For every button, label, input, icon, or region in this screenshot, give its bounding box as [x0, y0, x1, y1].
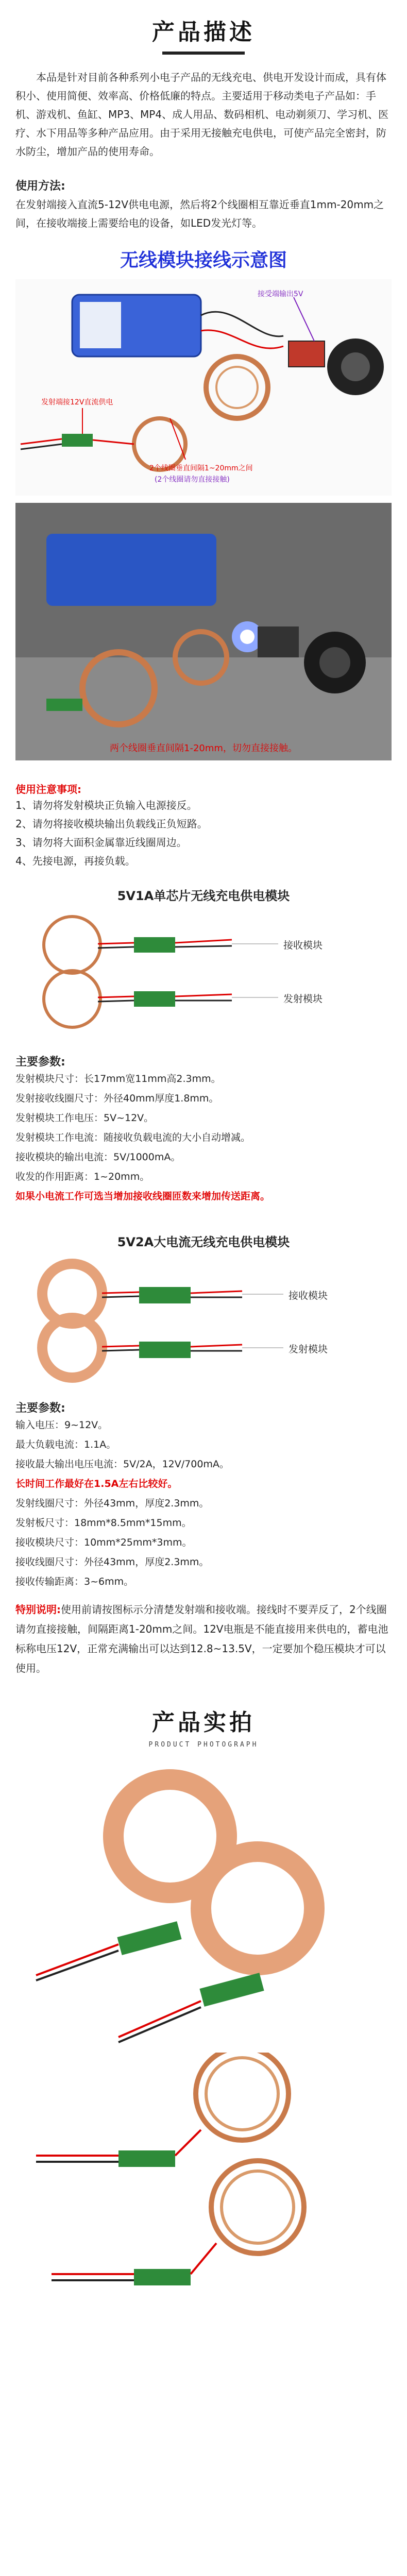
- param-line: 接收模块尺寸：10mm*25mm*3mm。: [15, 1537, 192, 1548]
- module2-params: [0, 1415, 407, 1591]
- section-title-desc: 产品描述: [152, 19, 255, 45]
- module1-label-receive: 接收模块: [283, 940, 323, 951]
- section-subtitle-photos: PRODUCT PHOTOGRAPH: [148, 1741, 259, 1749]
- param-line: 发射模块工作电流：随接收负载电流的大小自动增减。: [15, 1132, 251, 1143]
- param-line: 发射板尺寸：18mm*8.5mm*15mm。: [15, 1517, 192, 1529]
- notes-item: 3、请勿将大面积金属靠近线圈周边。: [15, 836, 187, 849]
- param-line: 接收线圈尺寸：外径43mm，厚度2.3mm。: [15, 1556, 209, 1568]
- param-line: 发射接收线圈尺寸：外径40mm厚度1.8mm。: [15, 1093, 219, 1104]
- special-note: [0, 1600, 407, 1678]
- usage-text: 在发射端接入直流5-12V供电电源，然后将2个线圈相互靠近垂直1mm-20mm之间，在接收端接上需要给电的设备，如LED发光灯等。: [15, 198, 384, 229]
- param-line: 收发的作用距离：1~20mm。: [15, 1171, 150, 1182]
- demo-photo-caption: 两个线圈垂直间隔1-20mm，切勿直接接触。: [110, 743, 297, 754]
- desc-paragraph: 本品是针对目前各种系列小电子产品的无线充电、供电开发设计而成，具有体积小、使用简便、效率高、价格低廉的特点。主要适用于移动类电子产品如：手机、游戏机、鱼缸、MP3、MP4、成人用品、数码相机、电动剃须刀、学习机、医疗、水下用品等多种产品应用。由于采用无接触充电供电，可使产品完全密封，防水防尘，增加产品的使用寿命。: [15, 71, 389, 158]
- label-receive-output: 接受端输出5V: [258, 290, 303, 298]
- param-line: 接收模块的输出电流：5V/1000mA。: [15, 1151, 181, 1163]
- section-title-photos: 产品实拍: [152, 1709, 255, 1736]
- wiring-diagram-photo: [15, 279, 392, 496]
- module1-label-transmit: 发射模块: [283, 993, 323, 1005]
- diagram-banner: 无线模块接线示意图: [120, 250, 287, 271]
- param-line: 输入电压：9~12V。: [15, 1419, 108, 1431]
- module2-photo: [15, 1255, 392, 1384]
- product-photo-1-illustration: [15, 1759, 392, 2047]
- module1-title: 5V1A单芯片无线充电供电模块: [117, 889, 290, 903]
- module1-photo: [15, 909, 392, 1038]
- module2-label-receive: 接收模块: [289, 1290, 328, 1301]
- module1-params: [0, 1069, 407, 1206]
- param-line: 发射线圈尺寸：外径43mm，厚度2.3mm。: [15, 1498, 209, 1509]
- product-photo-2: [15, 2053, 392, 2341]
- special-note-text: 使用前请按图标示分清楚发射端和接收端。接线时不要弄反了，2个线圈请勿直接接触，间隔距离1-20mm之间。12V电瓶是不能直接用来供电的，蓄电池标称电压12V，正常充满输出可以达到12.8~13.5V，一定要加个稳压模块才可以使用。: [15, 1603, 388, 1674]
- param-line: 发射模块工作电压：5V~12V。: [15, 1112, 154, 1124]
- param-line: 最大负载电流：1.1A。: [15, 1439, 116, 1450]
- param-line: 接收最大输出电压电流：5V/2A，12V/700mA。: [15, 1459, 229, 1470]
- param-line: 发射模块尺寸：长17mm宽11mm高2.3mm。: [15, 1073, 221, 1084]
- notes-item: 1、请勿将发射模块正负输入电源接反。: [15, 799, 197, 811]
- module2-illustration: [15, 1255, 392, 1384]
- product-photo-2-illustration: [15, 2053, 392, 2341]
- usage-heading: 使用方法:: [15, 180, 65, 193]
- label-coil-gap-note: (2个线圈请勿直接接触): [155, 476, 230, 484]
- notes-item: 4、先接电源，再接负载。: [15, 855, 135, 867]
- module1-illustration: [15, 909, 392, 1038]
- module2-title: 5V2A大电流无线充电供电模块: [117, 1235, 290, 1249]
- desc-section: [0, 0, 407, 55]
- module2-label-transmit: 发射模块: [289, 1344, 328, 1355]
- demo-photo-illustration: [15, 503, 392, 760]
- label-transmit-input: 发射端接12V直流供电: [41, 398, 113, 406]
- demo-photo: [15, 503, 392, 760]
- module2-warning: 长时间工作最好在1.5A左右比较好。: [15, 1478, 178, 1489]
- product-photo-1: [15, 1759, 392, 2047]
- notes-heading: 使用注意事项:: [15, 783, 81, 795]
- module1-params-heading: 主要参数:: [15, 1056, 65, 1069]
- special-note-label: 特别说明:: [15, 1603, 61, 1616]
- module2-params-heading: 主要参数:: [15, 1402, 65, 1415]
- notes-item: 2、请勿将接收模块输出负载线正负短路。: [15, 818, 208, 830]
- notes-list: [0, 796, 407, 870]
- label-coil-gap: 2个线圈垂直间隔1~20mm之间: [149, 464, 253, 472]
- param-line: 接收传输距离：3~6mm。: [15, 1576, 134, 1587]
- photos-section: [0, 1704, 407, 1749]
- module1-warning: 如果小电流工作可选当增加接收线圈匝数来增加传送距离。: [15, 1191, 270, 1202]
